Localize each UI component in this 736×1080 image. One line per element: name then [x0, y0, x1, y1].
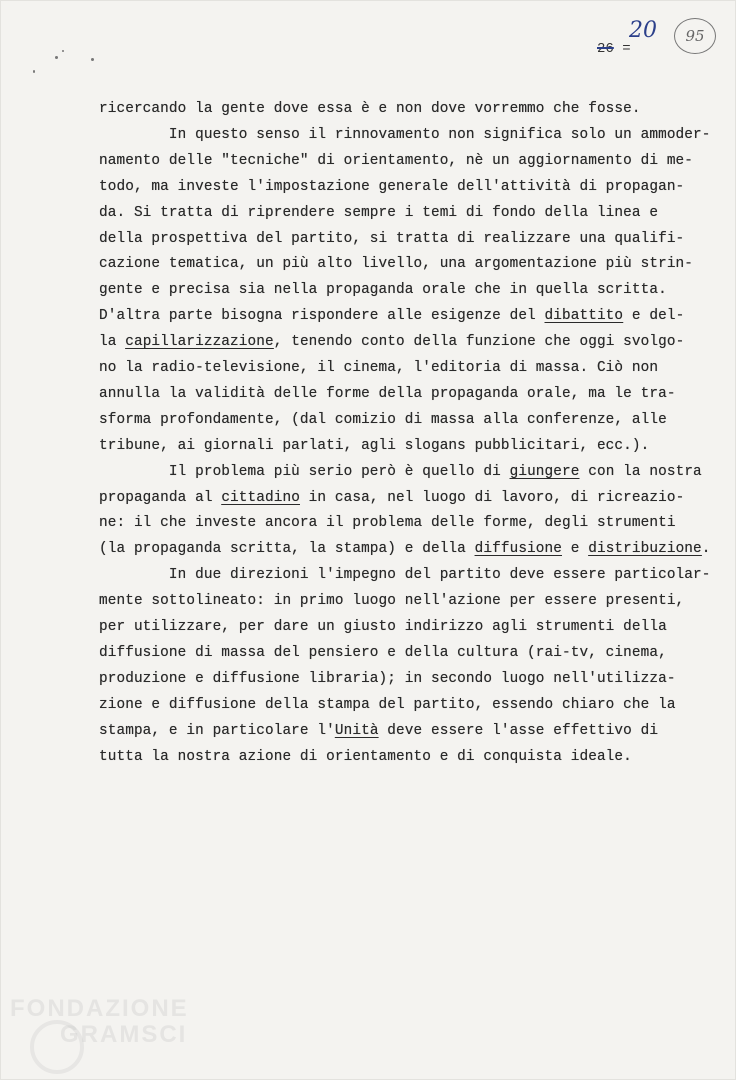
text-line — [99, 592, 684, 610]
text-segment: tribune, ai giornali parlati, agli slogans pubblicitari, ecc.). — [99, 437, 650, 454]
text-segment: In questo senso il rinnovamento non significa solo un ammoder- — [99, 126, 711, 143]
text-segment: annulla la validità delle forme della propaganda orale, ma le tra- — [99, 385, 676, 402]
text-segment: namento delle "tecniche" di orientamento, nè un aggiornamento di me- — [99, 152, 694, 169]
text-line — [99, 281, 667, 299]
text-segment: mente sottolineato: in primo luogo nell'azione per essere presenti, — [99, 593, 685, 610]
text-segment: Il problema più serio però è quello di — [99, 463, 510, 480]
text-segment: todo, ma investe l'impostazione generale dell'attività di propagan- — [99, 178, 685, 195]
watermark-line2: GRAMSCI — [60, 1021, 188, 1048]
underlined-phrase: Unità — [334, 722, 379, 739]
text-line — [99, 307, 684, 325]
text-segment: cazione tematica, un più alto livello, una argomentazione più strin- — [99, 256, 694, 273]
text-segment: sforma profondamente, (dal comizio di massa alla conferenze, alle — [99, 411, 667, 428]
text-segment: propaganda al — [99, 489, 222, 506]
text-segment: ricercando la gente dove essa è e non dove vorremmo che fosse. — [99, 101, 641, 117]
paper-speck — [33, 70, 35, 73]
text-line — [99, 100, 641, 118]
text-segment: deve essere l'asse effettivo di — [378, 722, 659, 739]
underlined-phrase: giungere — [509, 463, 580, 480]
text-line — [99, 644, 667, 662]
watermark — [10, 996, 189, 1048]
text-segment: e del- — [623, 308, 685, 325]
text-line — [99, 566, 711, 584]
text-line — [99, 152, 693, 170]
text-line — [99, 489, 684, 507]
text-line — [99, 126, 711, 144]
archive-number: 95 — [685, 27, 705, 45]
underlined-phrase: diffusione — [474, 541, 562, 558]
text-segment: da. Si tratta di riprendere sempre i temi di fondo della linea e — [99, 204, 659, 221]
text-segment: con la nostra — [579, 463, 702, 480]
paper-speck — [55, 56, 58, 59]
paper-speck — [62, 50, 64, 52]
paper-speck — [91, 58, 94, 61]
underlined-phrase: dibattito — [544, 308, 624, 325]
text-segment: la — [99, 334, 126, 351]
watermark-line1: FONDAZIONE — [10, 995, 189, 1022]
text-line — [99, 670, 676, 688]
text-line — [99, 463, 702, 481]
text-line — [99, 178, 684, 196]
underlined-phrase: capillarizzazione — [125, 334, 274, 351]
text-line — [99, 722, 658, 740]
text-segment: per utilizzare, per dare un giusto indirizzo agli strumenti della — [99, 619, 667, 635]
text-line — [99, 748, 632, 766]
text-segment: , tenendo conto della funzione che oggi svolgo- — [273, 334, 685, 351]
text-segment: In due direzioni l'impegno del partito deve essere particolar- — [99, 567, 711, 584]
text-segment: ne: il che investe ancora il problema delle forme, degli strumenti — [99, 515, 676, 532]
text-line — [99, 696, 676, 714]
text-segment: e — [562, 541, 589, 558]
handwritten-page-number: 20 — [629, 18, 657, 43]
text-segment: in casa, nel luogo di lavoro, di ricreazio- — [299, 489, 685, 506]
text-line — [99, 437, 649, 455]
text-line — [99, 540, 711, 558]
page-number-suffix: = — [622, 41, 631, 57]
underlined-phrase: distribuzione — [588, 541, 702, 558]
text-line — [99, 359, 658, 377]
text-line — [99, 230, 684, 248]
text-line — [99, 514, 676, 532]
text-segment: gente e precisa sia nella propaganda orale che in quella scritta. — [99, 282, 667, 299]
text-line — [99, 255, 693, 273]
underlined-phrase: cittadino — [221, 489, 300, 506]
text-segment: . — [701, 541, 711, 558]
archive-number-circle — [674, 18, 716, 54]
struck-page-number: 26 — [597, 41, 614, 57]
text-segment: produzione e diffusione libraria); in secondo luogo nell'utilizza- — [99, 670, 676, 687]
text-segment: no la radio-televisione, il cinema, l'editoria di massa. Ciò non — [99, 360, 659, 376]
text-segment: zione e diffusione della stampa del partito, essendo chiaro che la — [99, 696, 676, 713]
text-line — [99, 411, 667, 429]
text-line — [99, 618, 667, 636]
typed-page-number — [597, 41, 631, 57]
text-segment: stampa, e in particolare l' — [99, 722, 335, 739]
text-segment: (la propaganda scritta, la stampa) e della — [99, 541, 475, 558]
text-line — [99, 385, 676, 403]
text-line — [99, 204, 658, 222]
text-segment: diffusione di massa del pensiero e della cultura (rai-tv, cinema, — [99, 644, 667, 661]
text-segment: tutta la nostra azione di orientamento e di conquista ideale. — [99, 748, 632, 765]
text-line — [99, 333, 684, 351]
text-segment: D'altra parte bisogna rispondere alle esigenze del — [99, 308, 545, 325]
text-segment: della prospettiva del partito, si tratta di realizzare una qualifi- — [99, 230, 685, 247]
